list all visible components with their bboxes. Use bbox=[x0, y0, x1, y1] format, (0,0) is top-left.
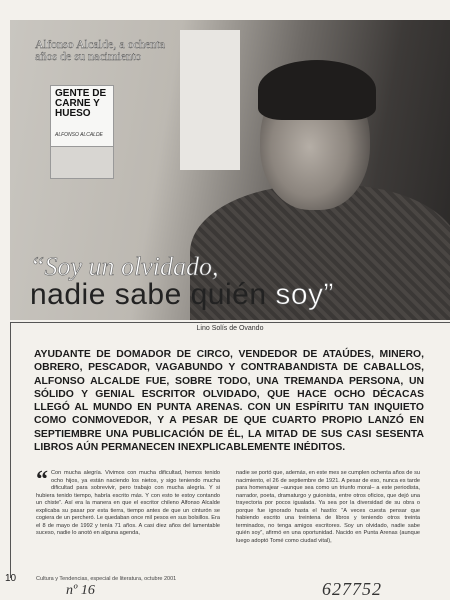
headline-line2-text: nadie sabe quién bbox=[30, 278, 267, 311]
photo-background-window bbox=[180, 30, 240, 170]
body-column-2: nadie se portó que, además, en este mes se cumplen ochenta años de su nacimiento, el 26 de septiembre de 1921. A pesar de eso, nunca es tarde para homenajear –aunque sea como un triunfo moral– a este periodista, narrador, poeta, dramaturgo y guionista, entre otros oficios, que dejó una trayectoria por pocos igualada. Ya sea por la diversidad de su obra o porque fue ignorado hasta el hastío: “A veces cuesta pensar que habiendo escrito una treintena de libros y teniendo otros treinta terminados, no tenga amigos escritores. Soy un olvidado, nadie sabe quién soy”, afirmó en una oportunidad. Nacido en Punta Arenas (aunque luego adoptó Tomé como ciudad vital), bbox=[236, 470, 420, 544]
body-column-1 bbox=[36, 467, 220, 538]
headline-line2 bbox=[30, 278, 334, 312]
photo-caption: Alfonso Alcalde, a ochenta años de su nacimiento bbox=[35, 37, 165, 63]
handwritten-code: 627752 bbox=[322, 579, 382, 599]
book-author: ALFONSO ALCALDE bbox=[55, 132, 103, 138]
book-cover bbox=[50, 85, 114, 179]
book-title: GENTE DE CARNE Y HUESO bbox=[55, 88, 107, 119]
footer-credit: Cultura y Tendencias, especial de literatura, octubre 2001 bbox=[36, 576, 177, 582]
handwritten-issue: nº 16 bbox=[66, 583, 95, 598]
left-rule bbox=[10, 323, 11, 578]
byline: Lino Solís de Ovando bbox=[10, 322, 450, 332]
book-cover-label bbox=[51, 86, 113, 147]
page-number: 10 bbox=[5, 573, 17, 584]
lead-paragraph: AYUDANTE DE DOMADOR DE CIRCO, VENDEDOR DE ATAÚDES, MINERO, OBRERO, PESCADOR, VAGABUNDO Y CONTRABANDISTA DE CABALLOS, ALFONSO ALCALDE FUE, SOBRE TODO, UNA TREMANDA PERSONA, UN SÓLIDO Y GENIAL ESCRITOR OLVIDADO, QUE HACE OCHO DÉCACAS LLEGÓ AL MUNDO EN PUNTA ARENAS. CON UN ESPÍRITU TAN INQUIETO COMO CONMOVEDOR, Y A PESAR DE QUE CUARTO PROPIO LANZÓ EN SEPTIEMBRE UNA PUBLICACIÓN DE ÉL, LA MITAD DE SUS CASI SESENTA LIBROS AÚN PERMANECEN INEXPLICABLEMENTE INÉDITOS. bbox=[34, 349, 424, 454]
photo-author-hair bbox=[258, 60, 376, 120]
headline-line2-end: soy” bbox=[275, 278, 335, 311]
dropcap: “ bbox=[36, 467, 48, 493]
body-columns bbox=[36, 467, 420, 585]
headline-line1: “Soy un olvidado, bbox=[30, 252, 219, 281]
body-column-1-text: Con mucha alegría. Vivimos con mucha dificultad, hemos tenido ocho hijos, ya están naciendo los nietos, y sigo teniendo mucha dificultad para sobrevivir, pero trabajo con mucha alegría. Y si hubiera tenido tiempo, habría escrito más. Y con esto te estoy contando un chiste”. Así era la manera en que el escritor chileno Alfonso Alcalde explicaba su pasar por esta tierra, tiempo antes de que un cinturón se cogiera de un percheró. Le quedaban once mil pesos en sus bolsillos. Era el 8 de mayo de 1992 y tenía 71 años. A casi diez años del lamentable suceso, nadie lo anotó en alguna agenda, bbox=[36, 470, 220, 536]
